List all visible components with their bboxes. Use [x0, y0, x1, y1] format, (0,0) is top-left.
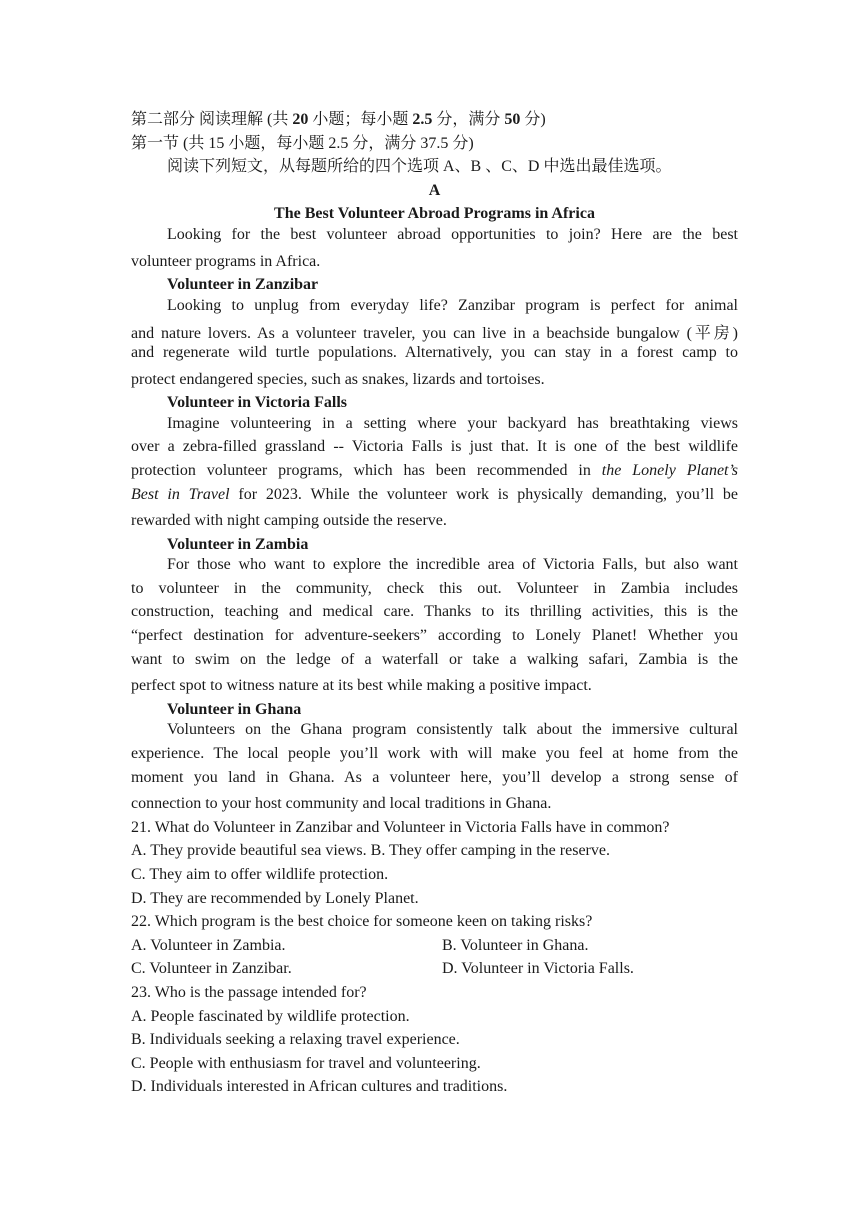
paragraph-line: and regenerate wild turtle populations. Alternatively, you can stay in a forest camp to	[131, 343, 738, 361]
section-heading-zanzibar: Volunteer in Zanzibar	[167, 276, 319, 294]
page-content	[131, 108, 738, 1099]
paragraph-line: and nature lovers. As a volunteer traveler, you can live in a beachside bungalow (平房)	[131, 325, 738, 343]
paragraph-line: Volunteers on the Ghana program consistently talk about the immersive cultural	[167, 721, 738, 739]
paragraph-line: perfect spot to witness nature at its best while making a positive impact.	[131, 677, 592, 695]
question-stem: 23. Who is the passage intended for?	[131, 983, 367, 1001]
question-option-row	[131, 957, 738, 981]
paragraph-line: over a zebra-filled grassland -- Victoria Falls is just that. It is one of the best wildlife	[131, 438, 738, 456]
question-option: B. Individuals seeking a relaxing travel experience.	[131, 1031, 460, 1049]
passage-letter: A	[428, 181, 441, 199]
paragraph-line: Best in Travel for 2023. While the volunteer work is physically demanding, you’ll be	[131, 485, 738, 503]
question-option: B. Volunteer in Ghana.	[442, 936, 589, 954]
instruction: 阅读下列短文，从每题所给的四个选项 A、B 、C、D 中选出最佳选项。	[167, 158, 672, 176]
passage-title: The Best Volunteer Abroad Programs in Africa	[274, 205, 595, 223]
part-heading: 第二部分 阅读理解 (共 20 小题；每小题 2.5 分，满分 50 分)	[131, 111, 546, 128]
section-heading-victoria-falls: Volunteer in Victoria Falls	[167, 394, 347, 412]
question-option: C. They aim to offer wildlife protection.	[131, 866, 389, 883]
paragraph-line: protection volunteer programs, which has been recommended in the Lonely Planet’s	[131, 461, 738, 479]
section-heading-ghana: Volunteer in Ghana	[167, 700, 302, 718]
paragraph-line: protect endangered species, such as snakes, lizards and tortoises.	[131, 370, 545, 388]
paragraph-line: connection to your host community and local traditions in Ghana.	[131, 795, 552, 813]
question-option: C. Volunteer in Zanzibar.	[131, 960, 292, 978]
question-option: D. They are recommended by Lonely Planet.	[131, 889, 419, 907]
question-option: A. Volunteer in Zambia.	[131, 936, 286, 954]
paragraph-line: volunteer programs in Africa.	[131, 252, 321, 270]
paragraph-line: to volunteer in the community, check this out. Volunteer in Zambia includes	[131, 579, 738, 597]
paragraph-line: moment you land in Ghana. As a volunteer here, you’ll develop a strong sense of	[131, 768, 738, 786]
question-option: A. They provide beautiful sea views. B. They offer camping in the reserve.	[131, 842, 610, 860]
paragraph-line: want to swim on the ledge of a waterfall or take a walking safari, Zambia is the	[131, 650, 738, 668]
paragraph-line: construction, teaching and medical care. Thanks to its thrilling activities, this is the	[131, 603, 738, 621]
question-stem: 22. Which program is the best choice for someone keen on taking risks?	[131, 913, 593, 931]
question-option: D. Individuals interested in African cultures and traditions.	[131, 1078, 508, 1096]
question-option-row	[131, 934, 738, 958]
paragraph-line: Looking to unplug from everyday life? Zanzibar program is perfect for animal	[167, 296, 738, 314]
paragraph-line: experience. The local people you’ll work with will make you feel at home from the	[131, 745, 738, 763]
question-option: C. People with enthusiasm for travel and volunteering.	[131, 1054, 481, 1072]
section-heading: 第一节 (共 15 小题，每小题 2.5 分，满分 37.5 分)	[131, 134, 474, 152]
paragraph-line: For those who want to explore the incredible area of Victoria Falls, but also want	[167, 556, 738, 574]
question-option: A. People fascinated by wildlife protection.	[131, 1007, 410, 1025]
paragraph-line: rewarded with night camping outside the reserve.	[131, 512, 447, 530]
question-stem: 21. What do Volunteer in Zanzibar and Volunteer in Victoria Falls have in common?	[131, 818, 670, 836]
paragraph-line: Looking for the best volunteer abroad opportunities to join? Here are the best	[167, 225, 738, 243]
section-heading-zambia: Volunteer in Zambia	[167, 535, 309, 553]
paragraph-line: “perfect destination for adventure-seekers” according to Lonely Planet! Whether you	[131, 627, 738, 645]
paragraph-line: Imagine volunteering in a setting where your backyard has breathtaking views	[167, 414, 738, 432]
question-option: D. Volunteer in Victoria Falls.	[442, 960, 634, 978]
